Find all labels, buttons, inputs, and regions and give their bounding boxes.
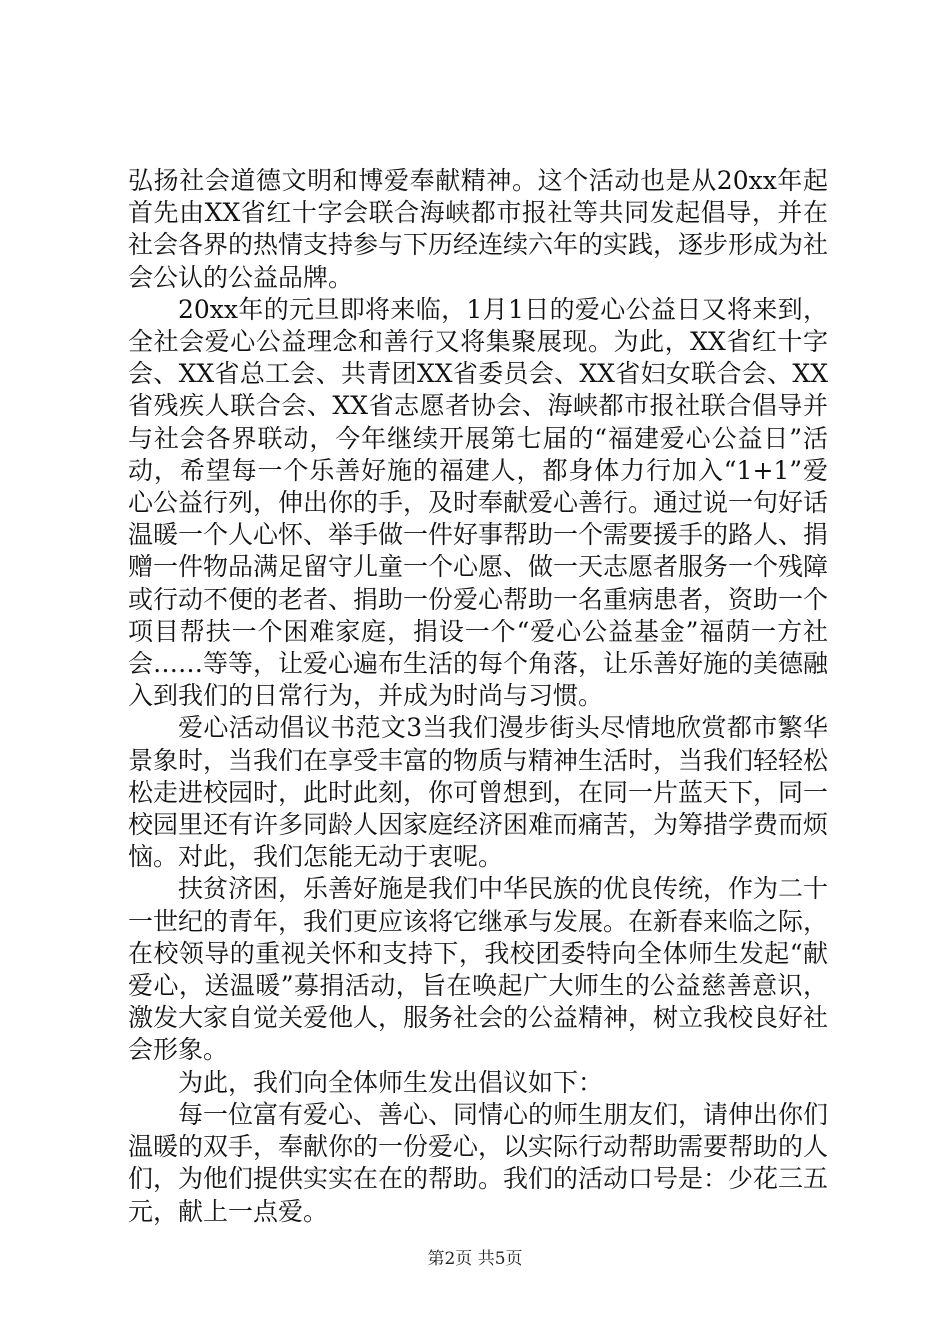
paragraph-6: 每一位富有爱心、善心、同情心的师生朋友们，请伸出你们温暖的双手，奉献你的一份爱心，以实际行动帮助需要帮助的人们，为他们提供实实在在的帮助。我们的活动口号是：少花三五元，献上一点爱。 xyxy=(128,1099,829,1226)
paragraph-1: 弘扬社会道德文明和博爱奉献精神。这个活动也是从20xx年起首先由XX省红十字会联合海峡都市报社等共同发起倡导，并在社会各界的热情支持参与下历经连续六年的实践，逐步形成为社会公认的公益品牌。 xyxy=(128,166,829,292)
paragraph-5: 为此，我们向全体师生发出倡议如下： xyxy=(178,1067,604,1097)
page-number-footer: 第2页 共5页 xyxy=(427,1249,523,1269)
paragraph-2: 20xx年的元旦即将来临，1月1日的爱心公益日又将来到，全社会爱心公益理念和善行又将集聚展现。为此，XX省红十字会、XX省总工会、共青团XX省委员会、XX省妇女联合会、XX省残疾人联合会、XX省志愿者协会、海峡都市报社联合倡导并与社会各界联动，今年继续开展第七届的“福建爱心公益日”活动，希望每一个乐善好施的福建人，都身体力行加入“1+1”爱心公益行列，伸出你的手，及时奉献爱心善行。通过说一句好话温暖一个人心怀、举手做一件好事帮助一个需要援手的路人、捐赠一件物品满足留守儿童一个心愿、做一天志愿者服务一个残障或行动不便的老者、捐助一份爱心帮助一名重病患者，资助一个项目帮扶一个困难家庭，捐设一个“爱心公益基金”福荫一方社会……等等，让爱心遍布生活的每个角落，让乐善好施的美德融入到我们的日常行为，并成为时尚与习惯。 xyxy=(128,294,829,711)
paragraph-4: 扶贫济困，乐善好施是我们中华民族的优良传统，作为二十一世纪的青年，我们更应该将它继承与发展。在新春来临之际，在校领导的重视关怀和支持下，我校团委特向全体师生发起“献爱心，送温暖”募捐活动，旨在唤起广大师生的公益慈善意识，激发大家自觉关爱他人，服务社会的公益精神，树立我校良好社会形象。 xyxy=(128,874,829,1065)
document-body xyxy=(128,165,828,1228)
paragraph-3: 爱心活动倡议书范文3当我们漫步街头尽情地欣赏都市繁华景象时，当我们在享受丰富的物质与精神生活时，当我们轻轻松松走进校园时，此时此刻，你可曾想到，在同一片蓝天下，同一校园里还有许多同龄人因家庭经济困难而痛苦，为筹措学费而烦恼。对此，我们怎能无动于衷呢。 xyxy=(128,713,829,872)
